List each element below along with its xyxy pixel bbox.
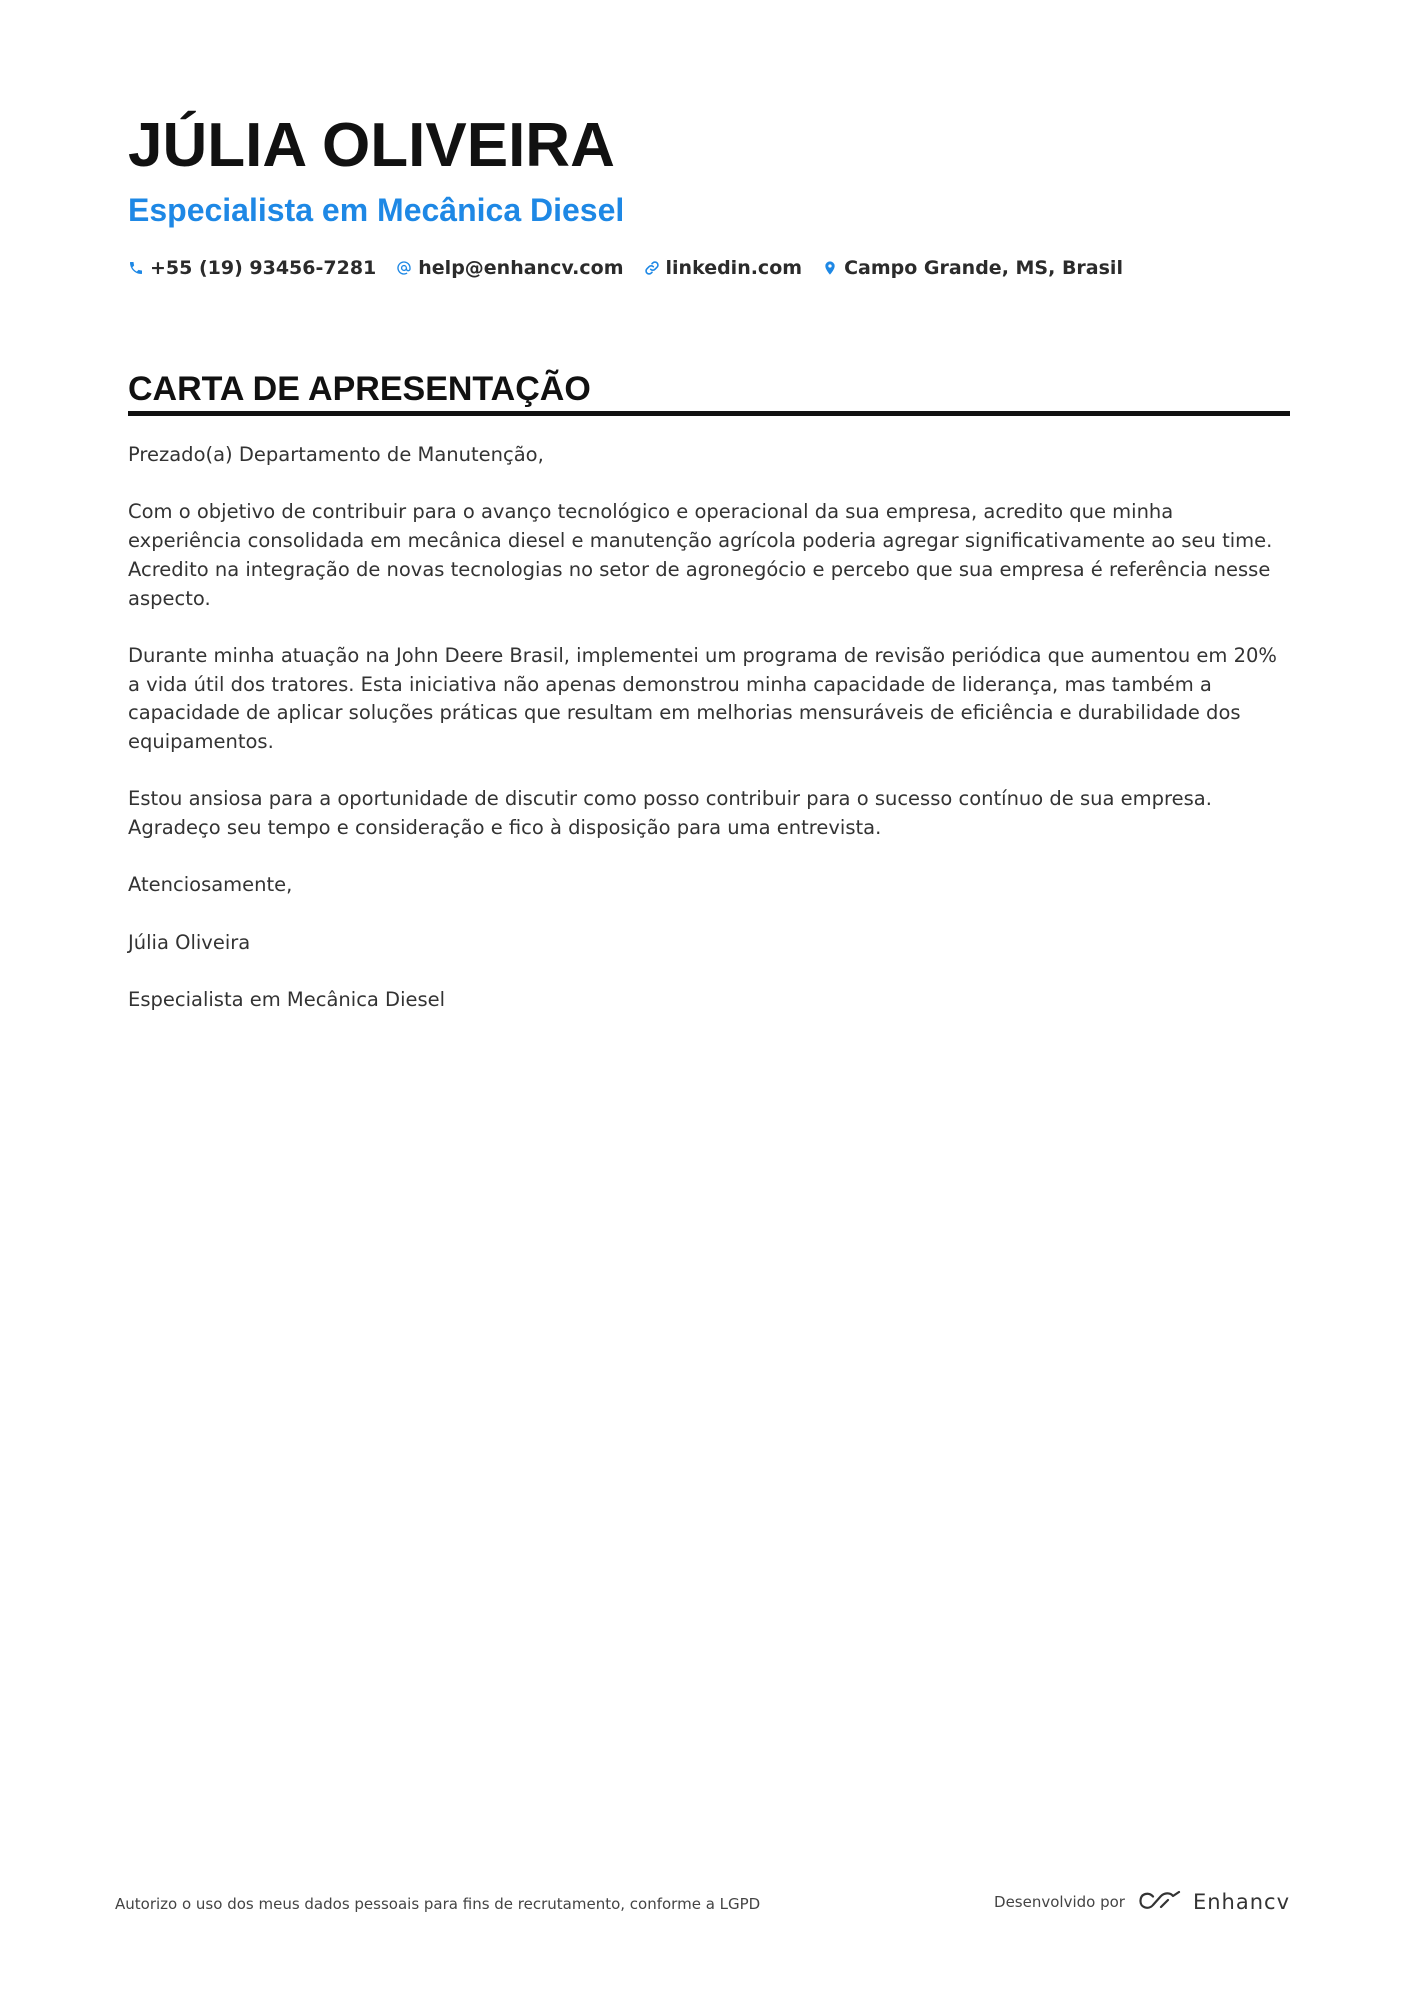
section-title: CARTA DE APRESENTAÇÃO xyxy=(128,370,591,408)
section-divider xyxy=(128,411,1290,416)
letter-paragraph: Com o objetivo de contribuir para o avanço tecnológico e operacional da sua empresa, acredito que minha experiência consolidada em mecânica diesel e manutenção agrícola poderia agregar significativamente ao seu time. Acredito na integração de novas tecnologias no setor de agronegócio e percebo que sua empresa é referência nesse aspecto. xyxy=(128,500,1273,610)
letter-salutation: Prezado(a) Departamento de Manutenção, xyxy=(128,443,544,466)
letter-body xyxy=(128,441,1290,1044)
letter-closing: Atenciosamente, xyxy=(128,873,293,897)
enhancv-logo-icon xyxy=(1137,1889,1183,1915)
contact-email-text: help@enhancv.com xyxy=(418,257,624,279)
applicant-name: JÚLIA OLIVEIRA xyxy=(128,111,615,180)
signature-name: Júlia Oliveira xyxy=(128,930,251,954)
contact-linkedin-text: linkedin.com xyxy=(665,257,803,279)
contact-location-text: Campo Grande, MS, Brasil xyxy=(844,257,1123,279)
at-icon xyxy=(396,260,412,276)
contact-linkedin[interactable] xyxy=(644,254,803,282)
contact-location xyxy=(822,254,1123,282)
contact-phone[interactable] xyxy=(128,254,376,282)
phone-icon xyxy=(128,260,144,276)
link-icon xyxy=(644,260,660,276)
contact-email[interactable] xyxy=(396,254,623,282)
footer-branding[interactable] xyxy=(994,1889,1290,1915)
brand-name: Enhancv xyxy=(1192,1890,1290,1914)
footer-consent-text: Autorizo o uso dos meus dados pessoais para fins de recrutamento, conforme a LGPD xyxy=(115,1895,761,1913)
contact-phone-text: +55 (19) 93456-7281 xyxy=(150,257,377,279)
powered-by-label: Desenvolvido por xyxy=(994,1893,1125,1911)
applicant-job-title: Especialista em Mecânica Diesel xyxy=(128,192,625,228)
contact-bar xyxy=(128,254,1143,282)
letter-paragraph: Estou ansiosa para a oportunidade de discutir como posso contribuir para o sucesso contínuo de sua empresa. Agradeço seu tempo e consideração e fico à disposição para uma entrevista. xyxy=(128,787,1212,840)
signature-title: Especialista em Mecânica Diesel xyxy=(128,988,446,1012)
location-pin-icon xyxy=(822,260,838,276)
letter-paragraph: Durante minha atuação na John Deere Brasil, implementei um programa de revisão periódica que aumentou em 20% a vida útil dos tratores. Esta iniciativa não apenas demonstrou minha capacidade de liderança, mas também a capacidade de aplicar soluções práticas que resultam em melhorias mensuráveis de eficiência e durabilidade dos equipamentos. xyxy=(128,643,1277,753)
